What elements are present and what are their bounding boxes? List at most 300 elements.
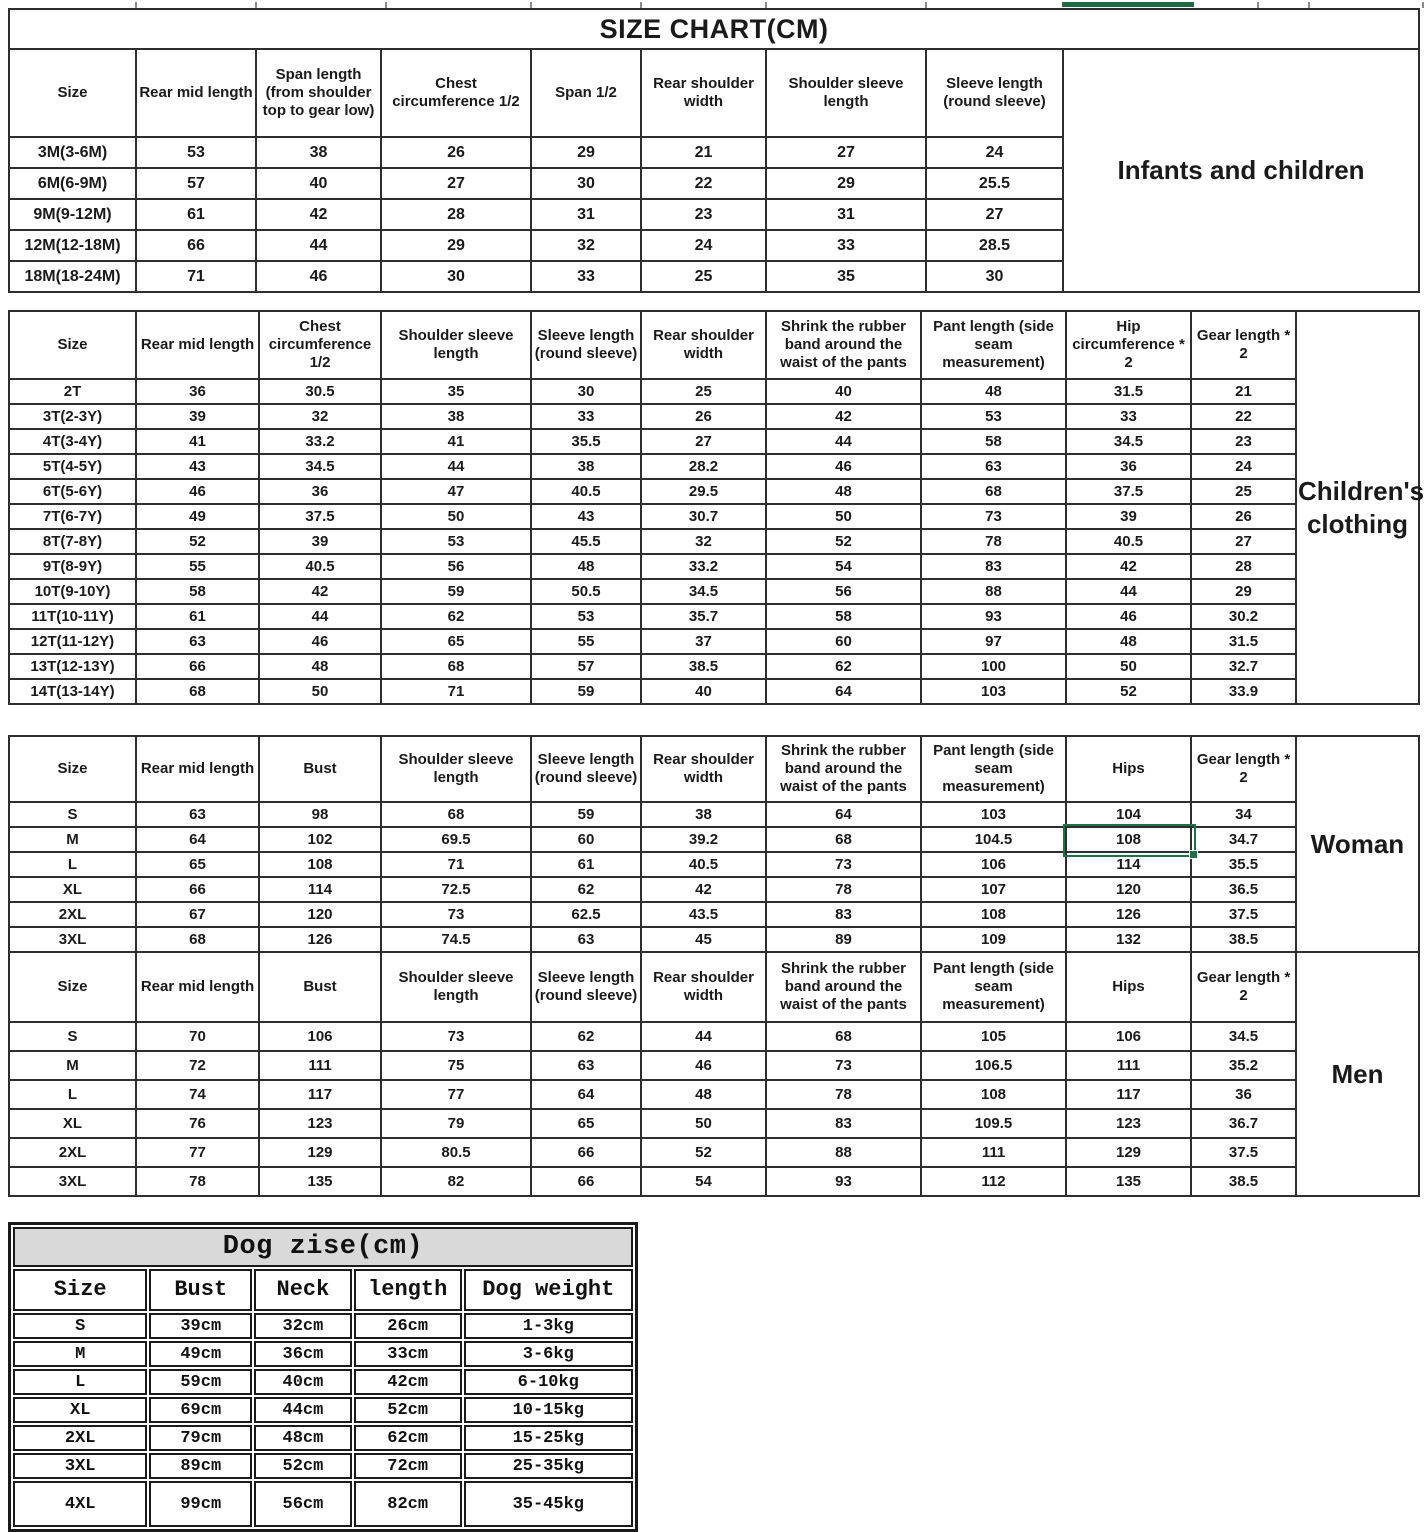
value-cell: 60 bbox=[531, 827, 641, 852]
table-row bbox=[9, 802, 1419, 827]
value-cell: 39 bbox=[1066, 504, 1191, 529]
table-row bbox=[9, 1051, 1419, 1080]
header-row bbox=[9, 952, 1419, 1022]
value-cell: 37.5 bbox=[1191, 1138, 1296, 1167]
value-cell: 126 bbox=[1066, 902, 1191, 927]
column-header: Dog weight bbox=[464, 1269, 633, 1311]
column-header: Hip circumference * 2 bbox=[1066, 311, 1191, 379]
column-header: Chest circumference 1/2 bbox=[381, 49, 531, 137]
value-cell: 63 bbox=[531, 927, 641, 952]
value-cell: 74 bbox=[136, 1080, 259, 1109]
value-cell: 135 bbox=[259, 1167, 381, 1196]
group-label-woman: Woman bbox=[1296, 736, 1419, 952]
value-cell: 62.5 bbox=[531, 902, 641, 927]
value-cell: 27 bbox=[1191, 529, 1296, 554]
value-cell: 48 bbox=[531, 554, 641, 579]
size-cell: L bbox=[13, 1369, 147, 1395]
value-cell: 42 bbox=[256, 199, 381, 230]
value-cell: 45 bbox=[641, 927, 766, 952]
value-cell: 52 bbox=[766, 529, 921, 554]
table-row bbox=[13, 1481, 633, 1527]
value-cell: 63 bbox=[136, 802, 259, 827]
value-cell: 106.5 bbox=[921, 1051, 1066, 1080]
value-cell: 109 bbox=[921, 927, 1066, 952]
value-cell: 35 bbox=[381, 379, 531, 404]
value-cell: 52cm bbox=[354, 1397, 462, 1423]
column-header: Gear length * 2 bbox=[1191, 952, 1296, 1022]
value-cell: 41 bbox=[381, 429, 531, 454]
column-header: Sleeve length (round sleeve) bbox=[926, 49, 1063, 137]
value-cell: 31 bbox=[766, 199, 926, 230]
value-cell: 38.5 bbox=[1191, 927, 1296, 952]
value-cell: 15-25kg bbox=[464, 1425, 633, 1451]
value-cell: 78 bbox=[921, 529, 1066, 554]
column-header: Rear shoulder width bbox=[641, 49, 766, 137]
value-cell: 126 bbox=[259, 927, 381, 952]
value-cell: 68 bbox=[766, 827, 921, 852]
value-cell: 50 bbox=[381, 504, 531, 529]
column-header: Sleeve length (round sleeve) bbox=[531, 311, 641, 379]
value-cell: 25.5 bbox=[926, 168, 1063, 199]
value-cell: 68 bbox=[766, 1022, 921, 1051]
value-cell: 34.7 bbox=[1191, 827, 1296, 852]
value-cell: 36.5 bbox=[1191, 877, 1296, 902]
value-cell: 74.5 bbox=[381, 927, 531, 952]
value-cell: 56 bbox=[381, 554, 531, 579]
value-cell: 36 bbox=[1066, 454, 1191, 479]
value-cell: 104.5 bbox=[921, 827, 1066, 852]
value-cell: 73 bbox=[921, 504, 1066, 529]
value-cell: 64 bbox=[766, 802, 921, 827]
value-cell: 42 bbox=[641, 877, 766, 902]
value-cell: 62 bbox=[531, 877, 641, 902]
value-cell: 109.5 bbox=[921, 1109, 1066, 1138]
value-cell: 65 bbox=[381, 629, 531, 654]
table-title-row bbox=[13, 1227, 633, 1267]
size-cell: S bbox=[13, 1313, 147, 1339]
value-cell: 108 bbox=[921, 1080, 1066, 1109]
size-cell: 3M(3-6M) bbox=[9, 137, 136, 168]
value-cell: 40 bbox=[641, 679, 766, 704]
value-cell: 30 bbox=[531, 168, 641, 199]
value-cell: 21 bbox=[1191, 379, 1296, 404]
value-cell: 66 bbox=[136, 230, 256, 261]
value-cell: 44 bbox=[766, 429, 921, 454]
value-cell: 69cm bbox=[149, 1397, 252, 1423]
value-cell: 59 bbox=[531, 802, 641, 827]
value-cell: 36cm bbox=[254, 1341, 352, 1367]
table-row bbox=[9, 579, 1419, 604]
size-cell: 4T(3-4Y) bbox=[9, 429, 136, 454]
table-row bbox=[13, 1397, 633, 1423]
value-cell: 68 bbox=[921, 479, 1066, 504]
value-cell: 6-10kg bbox=[464, 1369, 633, 1395]
value-cell: 25 bbox=[641, 261, 766, 292]
value-cell: 129 bbox=[1066, 1138, 1191, 1167]
table-row bbox=[9, 852, 1419, 877]
value-cell: 82cm bbox=[354, 1481, 462, 1527]
value-cell: 40cm bbox=[254, 1369, 352, 1395]
value-cell: 62 bbox=[381, 604, 531, 629]
value-cell: 44cm bbox=[254, 1397, 352, 1423]
value-cell: 67 bbox=[136, 902, 259, 927]
value-cell: 44 bbox=[259, 604, 381, 629]
value-cell: 68 bbox=[136, 679, 259, 704]
column-header: Size bbox=[9, 311, 136, 379]
size-cell: 2T bbox=[9, 379, 136, 404]
value-cell: 35.5 bbox=[1191, 852, 1296, 877]
value-cell: 44 bbox=[256, 230, 381, 261]
value-cell: 53 bbox=[921, 404, 1066, 429]
value-cell: 37.5 bbox=[259, 504, 381, 529]
value-cell: 27 bbox=[766, 137, 926, 168]
value-cell: 26 bbox=[381, 137, 531, 168]
table-row bbox=[9, 1167, 1419, 1196]
group-label-men: Men bbox=[1296, 952, 1419, 1196]
value-cell: 30.5 bbox=[259, 379, 381, 404]
size-cell: 2XL bbox=[9, 902, 136, 927]
value-cell: 42 bbox=[766, 404, 921, 429]
selected-cell-outline bbox=[1063, 824, 1196, 857]
value-cell: 58 bbox=[766, 604, 921, 629]
value-cell: 88 bbox=[766, 1138, 921, 1167]
column-header: Shoulder sleeve length bbox=[381, 736, 531, 802]
value-cell: 32cm bbox=[254, 1313, 352, 1339]
table-row bbox=[9, 1138, 1419, 1167]
table-row bbox=[9, 827, 1419, 852]
value-cell: 117 bbox=[1066, 1080, 1191, 1109]
value-cell: 64 bbox=[766, 679, 921, 704]
column-header: Sleeve length (round sleeve) bbox=[531, 736, 641, 802]
value-cell: 52 bbox=[1066, 679, 1191, 704]
value-cell: 65 bbox=[136, 852, 259, 877]
value-cell: 31.5 bbox=[1066, 379, 1191, 404]
value-cell: 33 bbox=[1066, 404, 1191, 429]
value-cell: 36.7 bbox=[1191, 1109, 1296, 1138]
value-cell: 93 bbox=[921, 604, 1066, 629]
column-header: Size bbox=[13, 1269, 147, 1311]
value-cell: 24 bbox=[1191, 454, 1296, 479]
value-cell: 36 bbox=[136, 379, 259, 404]
value-cell: 32 bbox=[259, 404, 381, 429]
column-header: Hips bbox=[1066, 736, 1191, 802]
value-cell: 44 bbox=[1066, 579, 1191, 604]
value-cell: 63 bbox=[531, 1051, 641, 1080]
size-cell: S bbox=[9, 1022, 136, 1051]
value-cell: 97 bbox=[921, 629, 1066, 654]
table-row bbox=[9, 554, 1419, 579]
value-cell: 61 bbox=[136, 604, 259, 629]
table-row bbox=[13, 1453, 633, 1479]
value-cell: 26 bbox=[1191, 504, 1296, 529]
value-cell: 50 bbox=[641, 1109, 766, 1138]
value-cell: 34.5 bbox=[259, 454, 381, 479]
men-size-table bbox=[8, 951, 1420, 1197]
size-cell: 6M(6-9M) bbox=[9, 168, 136, 199]
value-cell: 103 bbox=[921, 802, 1066, 827]
table-row bbox=[9, 629, 1419, 654]
value-cell: 53 bbox=[381, 529, 531, 554]
value-cell: 38 bbox=[641, 802, 766, 827]
header-row bbox=[9, 49, 1419, 137]
value-cell: 46 bbox=[259, 629, 381, 654]
value-cell: 89 bbox=[766, 927, 921, 952]
fill-handle-icon bbox=[1189, 850, 1198, 859]
value-cell: 82 bbox=[381, 1167, 531, 1196]
size-cell: 8T(7-8Y) bbox=[9, 529, 136, 554]
value-cell: 30 bbox=[926, 261, 1063, 292]
size-cell: M bbox=[9, 827, 136, 852]
size-cell: 13T(12-13Y) bbox=[9, 654, 136, 679]
table-row bbox=[13, 1341, 633, 1367]
value-cell: 24 bbox=[641, 230, 766, 261]
value-cell: 72cm bbox=[354, 1453, 462, 1479]
value-cell: 33.9 bbox=[1191, 679, 1296, 704]
column-header: Size bbox=[9, 49, 136, 137]
value-cell: 104 bbox=[1066, 802, 1191, 827]
size-cell: L bbox=[9, 1080, 136, 1109]
value-cell: 89cm bbox=[149, 1453, 252, 1479]
value-cell: 73 bbox=[766, 852, 921, 877]
value-cell: 83 bbox=[766, 1109, 921, 1138]
value-cell: 66 bbox=[531, 1167, 641, 1196]
value-cell: 114 bbox=[1066, 852, 1191, 877]
value-cell: 39 bbox=[136, 404, 259, 429]
value-cell: 55 bbox=[531, 629, 641, 654]
value-cell: 55 bbox=[136, 554, 259, 579]
value-cell: 41 bbox=[136, 429, 259, 454]
value-cell: 62 bbox=[531, 1022, 641, 1051]
table-title-row bbox=[9, 9, 1419, 49]
table-row bbox=[9, 454, 1419, 479]
value-cell: 117 bbox=[259, 1080, 381, 1109]
value-cell: 38.5 bbox=[1191, 1167, 1296, 1196]
value-cell: 40.5 bbox=[531, 479, 641, 504]
value-cell: 22 bbox=[1191, 404, 1296, 429]
value-cell: 40 bbox=[766, 379, 921, 404]
size-cell: 2XL bbox=[13, 1425, 147, 1451]
column-header: Sleeve length (round sleeve) bbox=[531, 952, 641, 1022]
value-cell: 29.5 bbox=[641, 479, 766, 504]
value-cell: 132 bbox=[1066, 927, 1191, 952]
value-cell: 52cm bbox=[254, 1453, 352, 1479]
value-cell: 73 bbox=[381, 902, 531, 927]
value-cell: 25 bbox=[1191, 479, 1296, 504]
value-cell: 57 bbox=[136, 168, 256, 199]
value-cell: 30 bbox=[531, 379, 641, 404]
value-cell: 28.2 bbox=[641, 454, 766, 479]
group-label-children: Children's clothing bbox=[1296, 311, 1419, 704]
value-cell: 129 bbox=[259, 1138, 381, 1167]
value-cell: 35.2 bbox=[1191, 1051, 1296, 1080]
column-header: Span 1/2 bbox=[531, 49, 641, 137]
table-row bbox=[9, 654, 1419, 679]
value-cell: 120 bbox=[259, 902, 381, 927]
value-cell: 27 bbox=[926, 199, 1063, 230]
table-row bbox=[9, 479, 1419, 504]
value-cell: 30.7 bbox=[641, 504, 766, 529]
table-row bbox=[13, 1313, 633, 1339]
size-cell: 9M(9-12M) bbox=[9, 199, 136, 230]
column-tick bbox=[1422, 2, 1424, 8]
value-cell: 54 bbox=[641, 1167, 766, 1196]
column-header: Chest circumference 1/2 bbox=[259, 311, 381, 379]
size-cell: 2XL bbox=[9, 1138, 136, 1167]
value-cell: 54 bbox=[766, 554, 921, 579]
value-cell: 49 bbox=[136, 504, 259, 529]
value-cell: 38 bbox=[531, 454, 641, 479]
value-cell: 46 bbox=[766, 454, 921, 479]
table-row bbox=[9, 679, 1419, 704]
value-cell: 29 bbox=[1191, 579, 1296, 604]
size-cell: XL bbox=[9, 1109, 136, 1138]
value-cell: 106 bbox=[1066, 1022, 1191, 1051]
size-chart-title: SIZE CHART(CM) bbox=[9, 9, 1419, 49]
value-cell: 23 bbox=[641, 199, 766, 230]
value-cell: 40.5 bbox=[641, 852, 766, 877]
value-cell: 44 bbox=[641, 1022, 766, 1051]
value-cell: 112 bbox=[921, 1167, 1066, 1196]
size-cell: 3XL bbox=[9, 927, 136, 952]
table-row bbox=[9, 604, 1419, 629]
table-row bbox=[9, 1022, 1419, 1051]
value-cell: 28.5 bbox=[926, 230, 1063, 261]
value-cell: 48 bbox=[641, 1080, 766, 1109]
value-cell: 33cm bbox=[354, 1341, 462, 1367]
size-cell: 12T(11-12Y) bbox=[9, 629, 136, 654]
column-header: Shrink the rubber band around the waist of the pants bbox=[766, 311, 921, 379]
value-cell: 26 bbox=[641, 404, 766, 429]
value-cell: 34.5 bbox=[1066, 429, 1191, 454]
value-cell: 32 bbox=[531, 230, 641, 261]
value-cell: 39 bbox=[259, 529, 381, 554]
value-cell: 36 bbox=[259, 479, 381, 504]
value-cell: 69.5 bbox=[381, 827, 531, 852]
column-header: length bbox=[354, 1269, 462, 1311]
size-cell: XL bbox=[13, 1397, 147, 1423]
value-cell: 53 bbox=[136, 137, 256, 168]
column-header: Gear length * 2 bbox=[1191, 311, 1296, 379]
value-cell: 3-6kg bbox=[464, 1341, 633, 1367]
column-header: Rear mid length bbox=[136, 311, 259, 379]
column-header: Hips bbox=[1066, 952, 1191, 1022]
value-cell: 48cm bbox=[254, 1425, 352, 1451]
value-cell: 29 bbox=[381, 230, 531, 261]
value-cell: 102 bbox=[259, 827, 381, 852]
column-header: Span length (from shoulder top to gear low) bbox=[256, 49, 381, 137]
value-cell: 106 bbox=[259, 1022, 381, 1051]
column-header: Shrink the rubber band around the waist of the pants bbox=[766, 952, 921, 1022]
size-cell: 6T(5-6Y) bbox=[9, 479, 136, 504]
value-cell: 58 bbox=[136, 579, 259, 604]
children-size-table bbox=[8, 310, 1425, 705]
value-cell: 27 bbox=[381, 168, 531, 199]
value-cell: 33 bbox=[531, 404, 641, 429]
value-cell: 56cm bbox=[254, 1481, 352, 1527]
value-cell: 58 bbox=[921, 429, 1066, 454]
value-cell: 71 bbox=[381, 852, 531, 877]
value-cell: 1-3kg bbox=[464, 1313, 633, 1339]
value-cell: 43 bbox=[136, 454, 259, 479]
value-cell: 38 bbox=[381, 404, 531, 429]
value-cell: 52 bbox=[641, 1138, 766, 1167]
value-cell: 73 bbox=[766, 1051, 921, 1080]
value-cell: 59 bbox=[531, 679, 641, 704]
table-row bbox=[9, 927, 1419, 952]
table-row bbox=[9, 529, 1419, 554]
value-cell: 103 bbox=[921, 679, 1066, 704]
column-header: Rear shoulder width bbox=[641, 952, 766, 1022]
value-cell: 66 bbox=[136, 877, 259, 902]
table-row bbox=[9, 1109, 1419, 1138]
value-cell: 59cm bbox=[149, 1369, 252, 1395]
value-cell: 39.2 bbox=[641, 827, 766, 852]
value-cell: 100 bbox=[921, 654, 1066, 679]
table-row bbox=[13, 1369, 633, 1395]
value-cell: 42cm bbox=[354, 1369, 462, 1395]
value-cell: 34.5 bbox=[1191, 1022, 1296, 1051]
selected-column-highlight bbox=[1062, 2, 1194, 7]
size-cell: 3T(2-3Y) bbox=[9, 404, 136, 429]
value-cell: 37.5 bbox=[1066, 479, 1191, 504]
value-cell: 66 bbox=[531, 1138, 641, 1167]
value-cell: 75 bbox=[381, 1051, 531, 1080]
value-cell: 46 bbox=[136, 479, 259, 504]
value-cell: 30 bbox=[381, 261, 531, 292]
value-cell: 21 bbox=[641, 137, 766, 168]
value-cell: 98 bbox=[259, 802, 381, 827]
value-cell: 53 bbox=[531, 604, 641, 629]
value-cell: 31 bbox=[531, 199, 641, 230]
value-cell: 50 bbox=[259, 679, 381, 704]
column-header: Shoulder sleeve length bbox=[381, 952, 531, 1022]
column-header: Shoulder sleeve length bbox=[381, 311, 531, 379]
size-cell: S bbox=[9, 802, 136, 827]
header-row bbox=[9, 311, 1419, 379]
size-cell: 12M(12-18M) bbox=[9, 230, 136, 261]
value-cell: 64 bbox=[136, 827, 259, 852]
size-cell: 11T(10-11Y) bbox=[9, 604, 136, 629]
dog-size-title: Dog zise(cm) bbox=[13, 1227, 633, 1267]
value-cell: 108 bbox=[1066, 827, 1191, 852]
value-cell: 46 bbox=[641, 1051, 766, 1080]
value-cell: 10-15kg bbox=[464, 1397, 633, 1423]
value-cell: 45.5 bbox=[531, 529, 641, 554]
value-cell: 108 bbox=[921, 902, 1066, 927]
value-cell: 40 bbox=[256, 168, 381, 199]
value-cell: 108 bbox=[259, 852, 381, 877]
size-cell: L bbox=[9, 852, 136, 877]
table-row bbox=[9, 504, 1419, 529]
value-cell: 35 bbox=[766, 261, 926, 292]
value-cell: 48 bbox=[259, 654, 381, 679]
value-cell: 39cm bbox=[149, 1313, 252, 1339]
value-cell: 28 bbox=[1191, 554, 1296, 579]
value-cell: 114 bbox=[259, 877, 381, 902]
value-cell: 34.5 bbox=[641, 579, 766, 604]
column-header: Shrink the rubber band around the waist of the pants bbox=[766, 736, 921, 802]
value-cell: 111 bbox=[921, 1138, 1066, 1167]
value-cell: 62 bbox=[766, 654, 921, 679]
value-cell: 64 bbox=[531, 1080, 641, 1109]
value-cell: 61 bbox=[136, 199, 256, 230]
value-cell: 62cm bbox=[354, 1425, 462, 1451]
value-cell: 27 bbox=[641, 429, 766, 454]
value-cell: 123 bbox=[1066, 1109, 1191, 1138]
value-cell: 35.5 bbox=[531, 429, 641, 454]
size-cell: 18M(18-24M) bbox=[9, 261, 136, 292]
size-cell: 14T(13-14Y) bbox=[9, 679, 136, 704]
